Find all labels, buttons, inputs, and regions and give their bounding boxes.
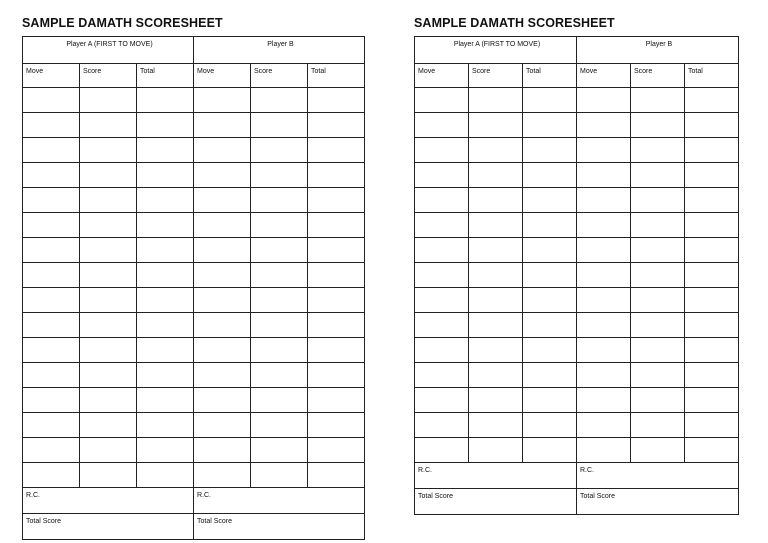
entry-cell[interactable]: [631, 113, 685, 138]
entry-cell[interactable]: [577, 288, 631, 313]
table-row: [415, 413, 739, 438]
entry-cell[interactable]: [251, 213, 308, 238]
entry-cell[interactable]: [308, 363, 365, 388]
entry-cell[interactable]: [469, 313, 523, 338]
score-table: [414, 36, 739, 515]
entry-cell[interactable]: [685, 163, 739, 188]
entry-cell[interactable]: [194, 413, 251, 438]
entry-cell[interactable]: [251, 113, 308, 138]
entry-cell[interactable]: [80, 188, 137, 213]
table-row: [23, 113, 365, 138]
entry-cell[interactable]: [80, 413, 137, 438]
entry-cell[interactable]: [577, 413, 631, 438]
entry-cell[interactable]: [251, 288, 308, 313]
entry-cell[interactable]: [137, 338, 194, 363]
entry-cell[interactable]: [631, 263, 685, 288]
rc-label-player-a[interactable]: R.C.: [415, 463, 577, 489]
table-row: [23, 313, 365, 338]
entry-cell[interactable]: [137, 263, 194, 288]
entry-cell[interactable]: [523, 363, 577, 388]
entry-cell[interactable]: [577, 338, 631, 363]
rc-label-player-b[interactable]: R.C.: [577, 463, 739, 489]
entry-cell[interactable]: [685, 138, 739, 163]
entry-cell[interactable]: [469, 438, 523, 463]
entry-cell[interactable]: [469, 388, 523, 413]
table-row: [23, 213, 365, 238]
entry-cell[interactable]: [23, 413, 80, 438]
entry-cell[interactable]: [23, 88, 80, 113]
entry-cell[interactable]: [523, 413, 577, 438]
column-header-move: Move: [23, 64, 80, 88]
entry-cell[interactable]: [308, 138, 365, 163]
entry-cell[interactable]: [469, 188, 523, 213]
entry-cell[interactable]: [308, 463, 365, 488]
entry-cell[interactable]: [685, 388, 739, 413]
entry-cell[interactable]: [137, 138, 194, 163]
entry-cell[interactable]: [251, 413, 308, 438]
entry-cell[interactable]: [685, 363, 739, 388]
entry-cell[interactable]: [308, 413, 365, 438]
table-row: [415, 288, 739, 313]
entry-cell[interactable]: [685, 338, 739, 363]
entry-cell[interactable]: [23, 163, 80, 188]
entry-cell[interactable]: [80, 263, 137, 288]
entry-cell[interactable]: [194, 213, 251, 238]
entry-cell[interactable]: [308, 238, 365, 263]
entry-cell[interactable]: [23, 113, 80, 138]
entry-cell[interactable]: [80, 88, 137, 113]
entry-cell[interactable]: [251, 388, 308, 413]
table-row: [415, 113, 739, 138]
entry-cell[interactable]: [23, 313, 80, 338]
entry-cell[interactable]: [137, 238, 194, 263]
entry-cell[interactable]: [23, 338, 80, 363]
entry-cell[interactable]: [415, 313, 469, 338]
entry-cell[interactable]: [415, 438, 469, 463]
table-row: [415, 313, 739, 338]
entry-cell[interactable]: [308, 213, 365, 238]
entry-cell[interactable]: [577, 213, 631, 238]
entry-cell[interactable]: [137, 413, 194, 438]
entry-cell[interactable]: [523, 388, 577, 413]
entry-cell[interactable]: [415, 88, 469, 113]
entry-cell[interactable]: [631, 188, 685, 213]
entry-cell[interactable]: [308, 438, 365, 463]
entry-cell[interactable]: [194, 188, 251, 213]
scoresheet-right: [414, 16, 739, 515]
entry-cell[interactable]: [685, 413, 739, 438]
entry-cell[interactable]: [23, 213, 80, 238]
entry-cell[interactable]: [415, 413, 469, 438]
player-b-header: Player B: [194, 37, 365, 64]
entry-cell[interactable]: [194, 288, 251, 313]
entry-cell[interactable]: [194, 238, 251, 263]
entry-cell[interactable]: [23, 188, 80, 213]
entry-cell[interactable]: [137, 188, 194, 213]
entry-cell[interactable]: [685, 288, 739, 313]
entry-cell[interactable]: [23, 138, 80, 163]
entry-cell[interactable]: [631, 313, 685, 338]
entry-cell[interactable]: [577, 313, 631, 338]
entry-cell[interactable]: [631, 88, 685, 113]
entry-cell[interactable]: [251, 138, 308, 163]
entry-cell[interactable]: [523, 313, 577, 338]
entry-cell[interactable]: [251, 188, 308, 213]
entry-cell[interactable]: [415, 113, 469, 138]
entry-cell[interactable]: [308, 163, 365, 188]
table-row: [415, 163, 739, 188]
entry-cell[interactable]: [251, 163, 308, 188]
entry-cell[interactable]: [631, 238, 685, 263]
entry-cell[interactable]: [194, 163, 251, 188]
total-score-label-player-b[interactable]: Total Score: [577, 489, 739, 515]
table-row: [23, 338, 365, 363]
entry-cell[interactable]: [523, 138, 577, 163]
entry-cell[interactable]: [415, 138, 469, 163]
entry-cell[interactable]: [523, 288, 577, 313]
entry-cell[interactable]: [80, 363, 137, 388]
entry-cell[interactable]: [23, 263, 80, 288]
entry-cell[interactable]: [577, 88, 631, 113]
entry-cell[interactable]: [137, 438, 194, 463]
table-row: [415, 363, 739, 388]
entry-cell[interactable]: [308, 288, 365, 313]
entry-cell[interactable]: [23, 438, 80, 463]
rc-label-player-a[interactable]: R.C.: [23, 488, 194, 514]
entry-cell[interactable]: [685, 263, 739, 288]
entry-cell[interactable]: [80, 313, 137, 338]
scoresheet-left: [22, 16, 365, 540]
entry-cell[interactable]: [194, 363, 251, 388]
entry-cell[interactable]: [523, 88, 577, 113]
entry-cell[interactable]: [577, 163, 631, 188]
entry-cell[interactable]: [685, 438, 739, 463]
table-row: [23, 263, 365, 288]
entry-cell[interactable]: [308, 188, 365, 213]
entry-cell[interactable]: [523, 113, 577, 138]
entry-cell[interactable]: [23, 288, 80, 313]
entry-cell[interactable]: [577, 138, 631, 163]
entry-cell[interactable]: [577, 113, 631, 138]
entry-cell[interactable]: [251, 463, 308, 488]
entry-cell[interactable]: [685, 88, 739, 113]
entry-cell[interactable]: [415, 163, 469, 188]
table-row: [23, 163, 365, 188]
entry-cell[interactable]: [685, 213, 739, 238]
column-header-total: Total: [523, 64, 577, 88]
entry-cell[interactable]: [194, 463, 251, 488]
table-row: [415, 388, 739, 413]
entry-cell[interactable]: [415, 263, 469, 288]
entry-cell[interactable]: [308, 88, 365, 113]
entry-cell[interactable]: [631, 438, 685, 463]
entry-cell[interactable]: [251, 263, 308, 288]
entry-cell[interactable]: [577, 438, 631, 463]
entry-cell[interactable]: [631, 288, 685, 313]
table-row: [23, 238, 365, 263]
entry-cell[interactable]: [80, 113, 137, 138]
column-header-move: Move: [415, 64, 469, 88]
entry-cell[interactable]: [469, 288, 523, 313]
table-row: [415, 213, 739, 238]
entry-cell[interactable]: [523, 438, 577, 463]
rc-label-player-b[interactable]: R.C.: [194, 488, 365, 514]
entry-cell[interactable]: [194, 113, 251, 138]
entry-cell[interactable]: [577, 263, 631, 288]
entry-cell[interactable]: [194, 313, 251, 338]
entry-cell[interactable]: [137, 463, 194, 488]
entry-cell[interactable]: [631, 163, 685, 188]
entry-cell[interactable]: [137, 213, 194, 238]
entry-cell[interactable]: [80, 238, 137, 263]
entry-cell[interactable]: [137, 363, 194, 388]
column-header-total: Total: [685, 64, 739, 88]
entry-cell[interactable]: [308, 313, 365, 338]
entry-cell[interactable]: [469, 113, 523, 138]
entry-cell[interactable]: [469, 238, 523, 263]
entry-cell[interactable]: [523, 263, 577, 288]
entry-cell[interactable]: [523, 338, 577, 363]
table-row: [23, 388, 365, 413]
entry-cell[interactable]: [308, 263, 365, 288]
entry-cell[interactable]: [631, 138, 685, 163]
entry-cell[interactable]: [685, 313, 739, 338]
entry-cell[interactable]: [23, 463, 80, 488]
entry-cell[interactable]: [194, 138, 251, 163]
entry-cell[interactable]: [80, 463, 137, 488]
entry-cell[interactable]: [80, 438, 137, 463]
column-header-score: Score: [80, 64, 137, 88]
entry-cell[interactable]: [80, 288, 137, 313]
entry-cell[interactable]: [469, 138, 523, 163]
entry-cell[interactable]: [251, 438, 308, 463]
entry-cell[interactable]: [251, 363, 308, 388]
entry-cell[interactable]: [23, 388, 80, 413]
entry-cell[interactable]: [685, 238, 739, 263]
entry-cell[interactable]: [631, 338, 685, 363]
entry-cell[interactable]: [469, 163, 523, 188]
entry-cell[interactable]: [308, 113, 365, 138]
player-b-header: Player B: [577, 37, 739, 64]
entry-cell[interactable]: [523, 213, 577, 238]
entry-cell[interactable]: [469, 338, 523, 363]
table-row: [23, 438, 365, 463]
entry-cell[interactable]: [308, 388, 365, 413]
entry-cell[interactable]: [308, 338, 365, 363]
entry-cell[interactable]: [577, 363, 631, 388]
column-header-score: Score: [469, 64, 523, 88]
entry-cell[interactable]: [415, 288, 469, 313]
entry-cell[interactable]: [523, 188, 577, 213]
table-row: [23, 138, 365, 163]
entry-cell[interactable]: [251, 313, 308, 338]
entry-cell[interactable]: [415, 238, 469, 263]
table-row: [415, 138, 739, 163]
entry-cell[interactable]: [577, 238, 631, 263]
entry-cell[interactable]: [194, 388, 251, 413]
entry-cell[interactable]: [469, 413, 523, 438]
total-score-label-player-b[interactable]: Total Score: [194, 514, 365, 540]
table-row: [23, 188, 365, 213]
entry-cell[interactable]: [80, 388, 137, 413]
column-header-total: Total: [137, 64, 194, 88]
entry-cell[interactable]: [631, 363, 685, 388]
table-row: [23, 288, 365, 313]
entry-cell[interactable]: [415, 363, 469, 388]
table-row: [415, 88, 739, 113]
entry-cell[interactable]: [80, 163, 137, 188]
entry-cell[interactable]: [137, 313, 194, 338]
column-header-move: Move: [194, 64, 251, 88]
column-header-total: Total: [308, 64, 365, 88]
table-row: [415, 263, 739, 288]
entry-cell[interactable]: [23, 363, 80, 388]
entry-cell[interactable]: [631, 413, 685, 438]
entry-cell[interactable]: [685, 188, 739, 213]
entry-cell[interactable]: [415, 388, 469, 413]
sheet-title: SAMPLE DAMATH SCORESHEET: [22, 16, 223, 30]
entry-cell[interactable]: [80, 213, 137, 238]
entry-cell[interactable]: [523, 238, 577, 263]
column-header-move: Move: [577, 64, 631, 88]
entry-cell[interactable]: [194, 438, 251, 463]
table-row: [23, 413, 365, 438]
table-row: [415, 238, 739, 263]
entry-cell[interactable]: [469, 213, 523, 238]
entry-cell[interactable]: [415, 213, 469, 238]
table-row: [415, 188, 739, 213]
entry-cell[interactable]: [251, 338, 308, 363]
entry-cell[interactable]: [251, 238, 308, 263]
total-score-label-player-a[interactable]: Total Score: [23, 514, 194, 540]
entry-cell[interactable]: [194, 263, 251, 288]
column-header-score: Score: [631, 64, 685, 88]
table-row: [415, 438, 739, 463]
entry-cell[interactable]: [469, 363, 523, 388]
entry-cell[interactable]: [194, 88, 251, 113]
entry-cell[interactable]: [80, 338, 137, 363]
entry-cell[interactable]: [137, 288, 194, 313]
entry-cell[interactable]: [137, 163, 194, 188]
column-header-score: Score: [251, 64, 308, 88]
entry-cell[interactable]: [23, 238, 80, 263]
entry-cell[interactable]: [80, 138, 137, 163]
entry-cell[interactable]: [469, 263, 523, 288]
player-a-header: Player A (FIRST TO MOVE): [23, 37, 194, 64]
entry-cell[interactable]: [685, 113, 739, 138]
table-row: [23, 88, 365, 113]
entry-cell[interactable]: [137, 88, 194, 113]
entry-cell[interactable]: [415, 188, 469, 213]
entry-cell[interactable]: [577, 188, 631, 213]
entry-cell[interactable]: [631, 213, 685, 238]
entry-cell[interactable]: [194, 338, 251, 363]
entry-cell[interactable]: [523, 163, 577, 188]
score-table: [22, 36, 365, 540]
entry-cell[interactable]: [251, 88, 308, 113]
entry-cell[interactable]: [469, 88, 523, 113]
entry-cell[interactable]: [631, 388, 685, 413]
table-row: [415, 338, 739, 363]
entry-cell[interactable]: [415, 338, 469, 363]
player-a-header: Player A (FIRST TO MOVE): [415, 37, 577, 64]
entry-cell[interactable]: [577, 388, 631, 413]
table-row: [23, 363, 365, 388]
total-score-label-player-a[interactable]: Total Score: [415, 489, 577, 515]
sheet-title: SAMPLE DAMATH SCORESHEET: [414, 16, 615, 30]
entry-cell[interactable]: [137, 113, 194, 138]
table-row: [23, 463, 365, 488]
entry-cell[interactable]: [137, 388, 194, 413]
